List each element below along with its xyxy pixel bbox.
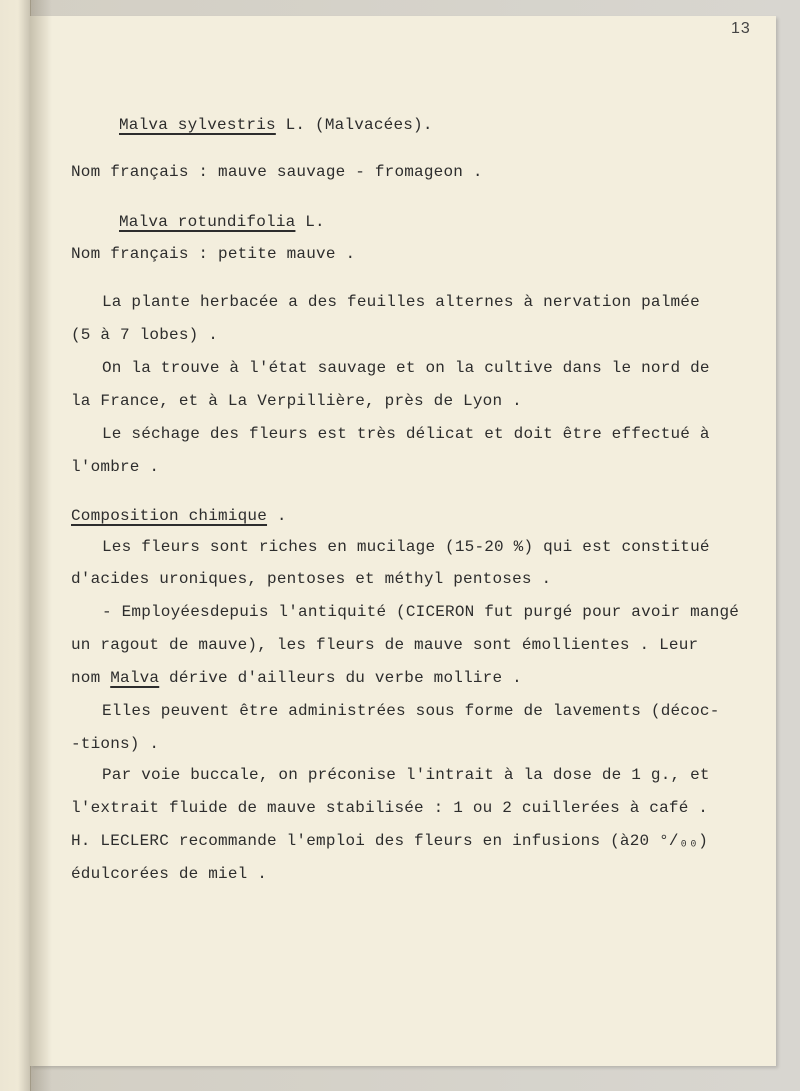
page-number: 13: [731, 20, 751, 37]
body-line: On la trouve à l'état sauvage et on la cultive dans le nord de: [102, 359, 710, 377]
section-title-composition: Composition chimique: [71, 507, 268, 525]
body-line: Par voie buccale, on préconise l'intrait à la dose de 1 g., et: [102, 766, 710, 784]
body-line: (5 à 7 lobes) .: [71, 326, 219, 344]
binding-shadow: [30, 0, 52, 1091]
body-line-malva: [71, 669, 522, 687]
section-title-punct: .: [267, 507, 287, 525]
body-line: l'ombre .: [71, 458, 160, 476]
body-line: La plante herbacée a des feuilles alternes à nervation palmée: [102, 293, 700, 311]
heading-malva-rotundifolia: [119, 213, 325, 231]
adjacent-page-edge: [0, 0, 31, 1091]
heading-authority-family: L. (Malvacées).: [275, 116, 433, 134]
body-line: un ragout de mauve), les fleurs de mauve sont émollientes . Leur: [71, 636, 699, 654]
body-line: -tions) .: [71, 735, 160, 753]
species-name-sylvestris: Malva sylvestris: [119, 116, 276, 134]
body-line: Le séchage des fleurs est très délicat et doit être effectué à: [102, 425, 710, 443]
body-line: Les fleurs sont riches en mucilage (15-20 %) qui est constitué: [102, 538, 710, 556]
french-name-sylvestris: Nom français : mauve sauvage - fromageon .: [71, 163, 483, 181]
text-fragment: nom: [71, 669, 111, 687]
body-line: H. LECLERC recommande l'emploi des fleurs en infusions (à20 °/₀₀): [71, 832, 709, 850]
word-malva-underlined: Malva: [110, 669, 160, 687]
heading-authority-rotundifolia: L.: [295, 213, 325, 231]
section-heading-composition: [71, 507, 287, 525]
body-line: l'extrait fluide de mauve stabilisée : 1 ou 2 cuillerées à café .: [71, 799, 709, 817]
french-name-rotundifolia: Nom français : petite mauve .: [71, 245, 356, 263]
heading-malva-sylvestris: [119, 116, 433, 134]
body-line: Elles peuvent être administrées sous forme de lavements (décoc-: [102, 702, 720, 720]
text-fragment: dérive d'ailleurs du verbe mollire .: [159, 669, 522, 687]
body-line: d'acides uroniques, pentoses et méthyl pentoses .: [71, 570, 552, 588]
body-line: la France, et à La Verpillière, près de Lyon .: [71, 392, 522, 410]
body-line: - Employéesdepuis l'antiquité (CICERON fut purgé pour avoir mangé: [102, 603, 740, 621]
species-name-rotundifolia: Malva rotundifolia: [119, 213, 296, 231]
body-line: édulcorées de miel .: [71, 865, 268, 883]
